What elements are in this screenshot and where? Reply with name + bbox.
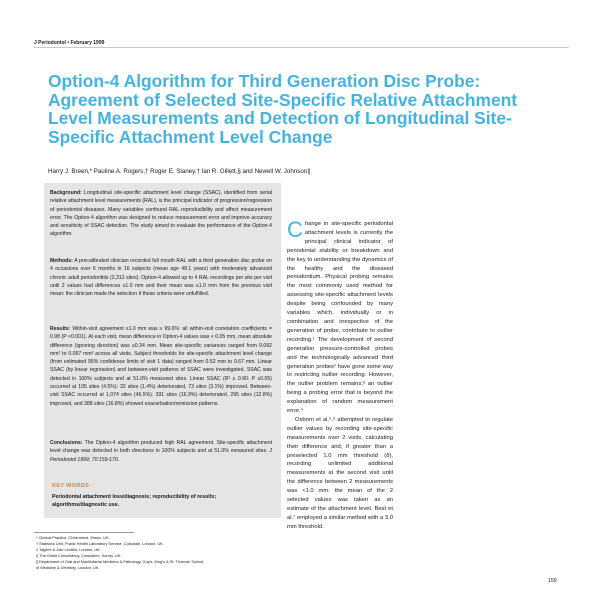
footnote: † Statistics Unit, Public Health Laboratory Service, Colindale, London, UK.: [36, 540, 164, 546]
drop-cap: C: [287, 217, 303, 242]
abstract-methods: [50, 257, 272, 298]
footnote: § The Gillett Consultancy, Cowhallen, Surrey, UK.: [36, 552, 122, 558]
methods-text: A precalibrated clinician recorded full mouth RAL with a third generation disc probe on 4 occasions over 6 months in 16 subjects (mean age 48.1 years) with moderately advanced chronic adult periodontitis (2,312 sites). Option-4 allowed up to 4 RAL recordings per site per visit until 2 values had differences ≤1.0 mm and their mean was ≤1.0 mm from the previous visit mean: the clinician made the selection if these criteria were unfulfilled.: [50, 258, 272, 298]
keywords-text: Periodontal attachment loss/diagnosis; reproducibility of results; algorithms/diagnostic use.: [52, 494, 217, 509]
background-label: Background:: [50, 190, 82, 196]
footnotes: [36, 535, 286, 570]
footnote: ‡ Tagline & Join Limited, London, UK.: [36, 546, 101, 552]
results-text: Within-visit agreement ≤1.0 mm was ≥ 99.6%: all within-visit correlation coefficients = 0.98 (P <0.001). At each visit, mean difference in Option-4 values was < 0.05 mm, mean absolute difference (ignoring direction) was ≤0.34 mm. Mean site-specific variances ranged from 0.092 mm² to 0.097 mm² across all visits. Subject thresholds for site-specific attachment level change (from estimated 95% confidence limits of visit 1 data) ranged from 0.52 mm to 0.67 mm. Linear SSAC (by linear regression) and between-visit patterns of SSAC were investigated. SSAC was detected in 100% subjects and at 51.0% measured sites. Linear SSAC (R² ≥ 0.90: P ≤0.05) occurred at 105 sites (4.5%): 32 sites (1.4%) deteriorated, 73 sites (3.1%) improved. Between-visit SSAC occurred at 1,074 sites (46.5%): 391 sites (16.9%) deteriorated, 295 sites (12.8%) improved, and 388 sites (16.8%) showed exacerbation/remission patterns.: [50, 326, 272, 407]
abstract-results: [50, 325, 272, 408]
header-rule: [34, 47, 569, 48]
results-label: Results:: [50, 326, 71, 332]
abstract-citation: J Periodontol 1999; 70:159-170.: [50, 448, 272, 463]
footnote-rule: [34, 532, 134, 533]
footnote: of Medicine & Dentistry, London, UK.: [36, 564, 100, 570]
background-text: Longitudinal site-specific attachment level change (SSAC), identified from serial relative attachment level measurements (RAL), is the principal indicator of progression/regression of periodontal diseases. Many variables confound RAL reproducibility and affect measurement error. The Option-4 algorithm was designed to reduce measurement error and improve accuracy and sensitivity of SSAC detection. The study aimed to evaluate the performance of the Option-4 algorithm.: [50, 190, 272, 238]
abstract-box: [44, 183, 281, 518]
body-column: [287, 217, 393, 532]
keywords-heading: KEY WORDS: [52, 483, 90, 489]
methods-label: Methods:: [50, 258, 73, 264]
body-paragraph-2: Osborn et al.⁵,⁶ attempted to regulate outlier values by recording site-specific measurements over 2 visits, calculating their difference and, if greater than a preselected 1.0 mm threshold (δ), recording unlimited additional measurements at the second visit until the difference between 2 measurements was <1.0 mm: the mean of the 2 selected values was taken as an estimate of the attachment level. Best et al.⁷ employed a similar method with a 3.0 mm threshold.: [287, 416, 393, 530]
conclusions-label: Conclusions:: [50, 440, 83, 446]
body-paragraph: [287, 217, 393, 416]
conclusions-text: The Option-4 algorithm produced high RAL agreement. Site-specific attachment level change was detected in both directions in 100% subjects and at 51.0% measured sites.: [50, 440, 272, 455]
article-title: Option-4 Algorithm for Third Generation Disc Probe: Agreement of Selected Site-Specific Relative Attachment Level Measurements and Detection of Longitudinal Site-Specific Attachment Level Change: [48, 71, 518, 147]
footnote: * Clinical Practice, Chelmsford, Essex, UK.: [36, 535, 110, 540]
page-number: 159: [548, 578, 557, 584]
author-list: Harry J. Breen,* Pauline A. Rogers,† Roger E. Slaney,† Ian R. Gillett,§ and Newell W. Johnson∥: [48, 168, 311, 175]
body-paragraph-1-text: hange in site-specific periodontal attachment levels is currently the principal clinical indicator of periodontal stability or breakdown and the key to understanding the dynamics of the healthy and the diseased periodontium. Physical probing remains the most commonly used method for assessing site-specific attachment levels despite being confounded by many variables which, individually or in combination and irrespective of the generation of probe, contribute to outlier recording.¹ The development of second generation pressure-controlled probes and the technologically advanced third generation probes² have gone some way to restricting outlier recording. However, the outlier problem remains;³ an outlier being a probing error that is beyond the explanation of random measurement error.⁴: [287, 221, 393, 415]
abstract-conclusions: [50, 439, 272, 464]
running-head: J Periodontol • February 1999: [34, 40, 105, 46]
abstract-background: [50, 189, 272, 239]
footnote: ∥ Department of Oral and Maxillofacial Medicine & Pathology, Guy's, King's & St. Thomas' School: [36, 558, 204, 564]
